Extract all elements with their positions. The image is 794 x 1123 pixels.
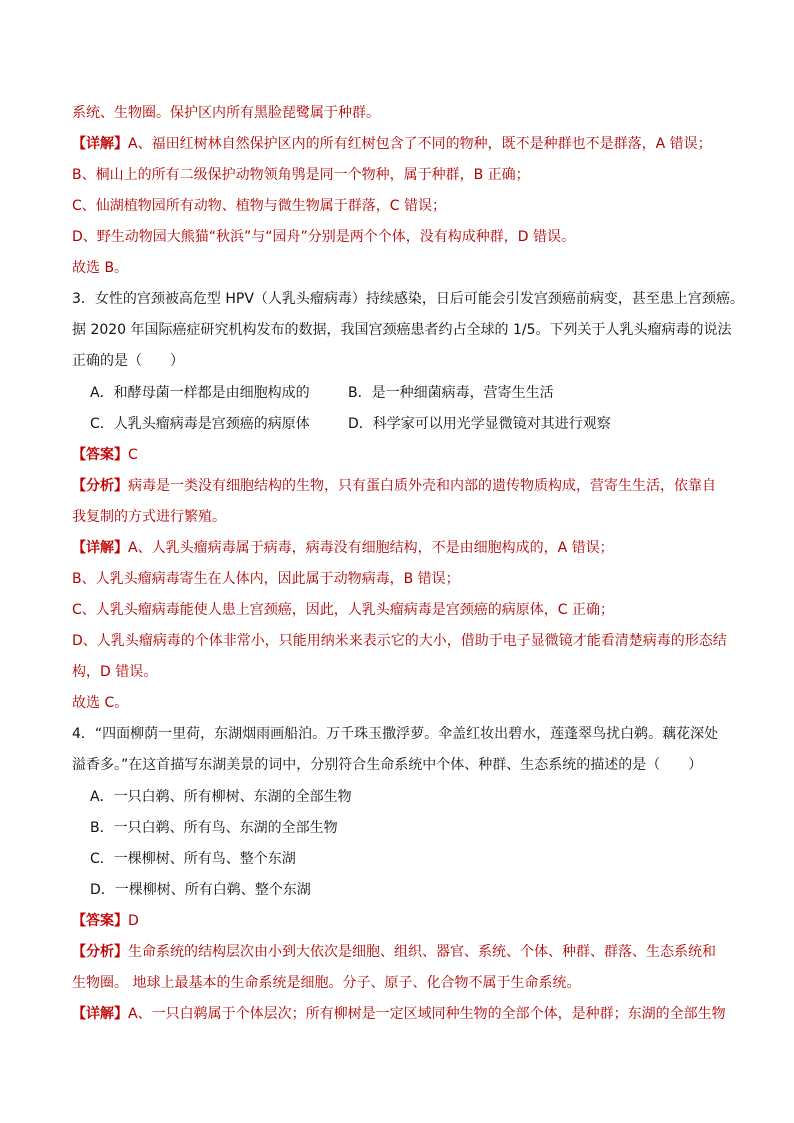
- q4-answer: 【答案】D: [72, 913, 139, 929]
- q3-analysis: 【分析】病毒是一类没有细胞结构的生物，只有蛋白质外壳和内部的遗传物质构成，营寄生生活，依靠自: [72, 478, 716, 494]
- prev-detail-d: D、野生动物园大熊猫“秋浜”与“园舟”分别是两个个体，没有构成种群，D 错误。: [72, 229, 576, 245]
- q3-detail-d-cont: 构，D 错误。: [72, 664, 158, 680]
- prev-continuation: 系统、生物圈。保护区内所有黑脸琵鹭属于种群。: [72, 105, 380, 121]
- answer-tag: 【答案】: [72, 447, 128, 463]
- q4-analysis: 【分析】生命系统的结构层次由小到大依次是细胞、组织、器官、系统、个体、种群、群落、生态系统和: [72, 944, 716, 960]
- q3-option-d: D．科学家可以用光学显微镜对其进行观察: [348, 416, 611, 432]
- detail-tag: 【详解】: [72, 1006, 128, 1022]
- q4-option-d: D．一棵柳树、所有白鹈、整个东湖: [90, 882, 311, 898]
- analysis-tag: 【分析】: [72, 478, 128, 494]
- q3-stem-line: 正确的是（ ）: [72, 353, 184, 369]
- q3-detail: 【详解】A、人乳头瘤病毒属于病毒，病毒没有细胞结构，不是由细胞构成的，A 错误；: [72, 540, 614, 556]
- q3-detail-d: D、人乳头瘤病毒的个体非常小，只能用纳米来表示它的大小，借助于电子显微镜才能看清楚病毒的形态结: [72, 633, 727, 649]
- q3-detail-b: B、人乳头瘤病毒寄生在人体内，因此属于动物病毒，B 错误；: [72, 571, 460, 587]
- q4-stem-line: 4．“四面柳荫一里荷，东湖烟雨画船泊。万千珠玉撒浮萝。伞盖红妆出碧水，莲蓬翠鸟扰白鹈。藕花深处: [72, 726, 719, 742]
- q4-option-a: A．一只白鹈、所有柳树、东湖的全部生物: [90, 789, 352, 805]
- q4-option-b: B．一只白鹈、所有鸟、东湖的全部生物: [90, 820, 338, 836]
- prev-detail-c: C、仙湖植物园所有动物、植物与微生物属于群落，C 错误；: [72, 198, 446, 214]
- q3-choice: 故选 C。: [72, 695, 129, 711]
- q3-option-c: C．人乳头瘤病毒是宫颈癌的病原体: [90, 416, 310, 432]
- prev-choice: 故选 B。: [72, 260, 129, 276]
- prev-detail-b: B、桐山上的所有二级保护动物领角鸮是同一个物种，属于种群，B 正确；: [72, 167, 530, 183]
- q4-option-c: C．一棵柳树、所有鸟、整个东湖: [90, 851, 296, 867]
- q3-detail-c: C、人乳头瘤病毒能使人患上宫颈癌，因此，人乳头瘤病毒是宫颈癌的病原体，C 正确；: [72, 602, 614, 618]
- q3-answer: 【答案】C: [72, 447, 138, 463]
- answer-tag: 【答案】: [72, 913, 128, 929]
- q3-stem-line: 据 2020 年国际癌症研究机构发布的数据，我国宫颈癌患者约占全球的 1/5。下列关于人乳头瘤病毒的说法: [72, 322, 732, 338]
- prev-detail: 【详解】A、福田红树林自然保护区内的所有红树包含了不同的物种，既不是种群也不是群落，A 错误；: [72, 136, 712, 152]
- q3-option-a: A．和酵母菌一样都是由细胞构成的: [90, 385, 310, 401]
- detail-tag: 【详解】: [72, 540, 128, 556]
- analysis-tag: 【分析】: [72, 944, 128, 960]
- q4-analysis-cont: 生物圈。 地球上最基本的生命系统是细胞。分子、原子、化合物不属于生命系统。: [72, 975, 581, 991]
- q4-stem-line: 溢香多。”在这首描写东湖美景的词中，分别符合生命系统中个体、种群、生态系统的描述的是（ ）: [72, 757, 703, 773]
- q4-detail: 【详解】A、一只白鹈属于个体层次；所有柳树是一定区域同种生物的全部个体，是种群；东湖的全部生物: [72, 1006, 726, 1022]
- q3-option-b: B．是一种细菌病毒，营寄生生活: [348, 385, 554, 401]
- q3-analysis-cont: 我复制的方式进行繁殖。: [72, 509, 226, 525]
- detail-tag: 【详解】: [72, 136, 128, 152]
- q3-stem-line: 3．女性的宫颈被高危型 HPV（人乳头瘤病毒）持续感染，日后可能会引发宫颈癌前病变，甚至患上宫颈癌。: [72, 291, 744, 307]
